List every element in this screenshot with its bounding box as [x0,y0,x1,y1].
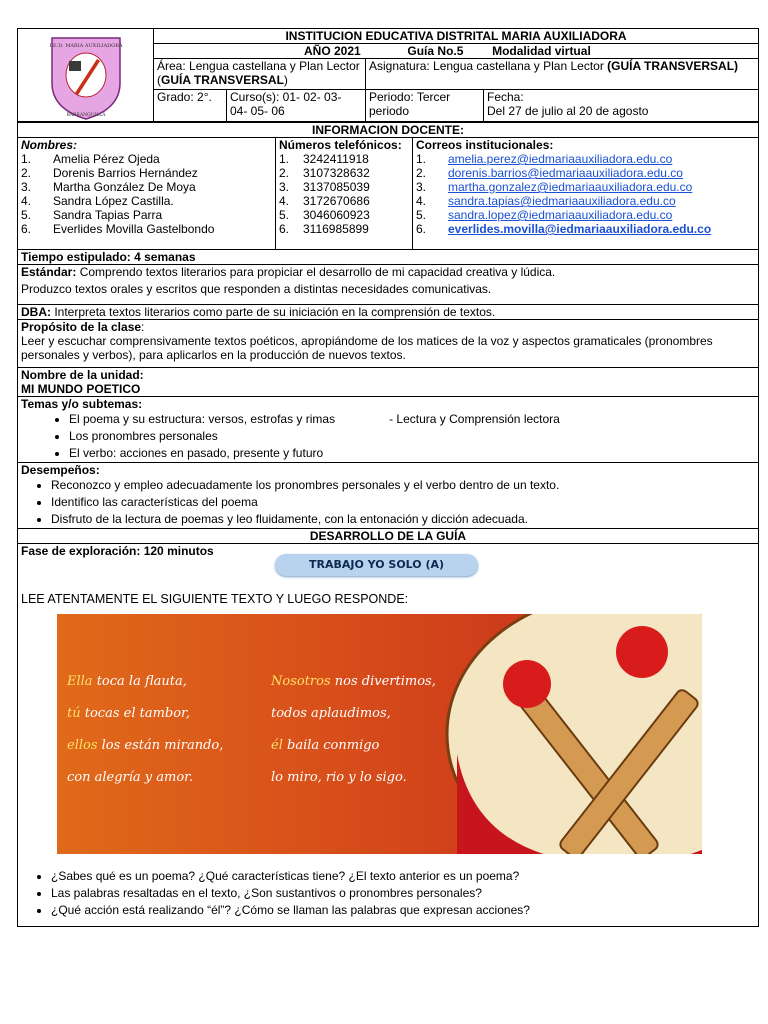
modality: Modalidad virtual [492,44,591,59]
body-table [17,122,759,927]
poem-line: lo miro, rio y lo sigo. [271,770,407,785]
subject-cell: Asignatura: Lengua castellana y Plan Lector (GUÍA TRANSVERSAL) [366,59,759,89]
standard-cell: Estándar: Comprendo textos literarios para propiciar el desarrollo de mi capacidad creativa y lúdica. Produzco textos orales y escritos que responden a distintas necesidades comunicativas. [18,265,759,305]
questions-list [21,868,755,919]
time-estimated: Tiempo estipulado: 4 semanas [18,250,759,265]
guide-number: Guía No.5 [407,44,464,59]
period-cell: Periodo: Tercer periodo [366,89,484,121]
poem-line: tú tocas el tambor, [67,706,190,721]
school-shield-icon [49,35,123,121]
teacher-emails-cell: Correos institucionales: 1. amelia.perez@iedmariaauxiliadora.edu.co 2. dorenis.barrios@iedmariaauxiliadora.edu.co 3. martha.gonzalez@iedmariaauxiliadora.edu.co 4. sandra.tapias@iedmariaauxiliadora.edu.co 5. sandra.lopez@iedmariaauxiliadora.edu.co 6. everlides.movilla@iedmariaauxiliadora.edu.co [413,138,759,250]
poem-stanza-left [67,666,223,794]
teacher-name: 6. Everlides Movilla Gastelbondo [21,222,215,236]
logo-top-text: I.E.D. MARIA AUXILIADORA [48,43,123,49]
teacher-phone: 6. 3116985899 [279,222,369,236]
question-item: • ¿Qué acción está realizando “él”? ¿Cómo se llaman las palabras que expresan acciones? [51,902,755,919]
poem-line: él baila conmigo [271,738,380,753]
phase-label: Fase de exploración: 120 minutos [21,544,214,558]
teacher-phone: 3. 3137085039 [279,180,370,194]
teacher-name: 4. Sandra López Castilla. [21,194,174,208]
email-link[interactable]: everlides.movilla@iedmariaauxiliadora.edu.co [448,222,712,236]
teacher-phone: 1. 3242411918 [279,152,369,166]
email-link[interactable]: martha.gonzalez@iedmariaauxiliadora.edu.co [448,180,693,194]
school-logo-cell [18,29,154,122]
development-cell [18,544,759,927]
year: AÑO 2021 [304,44,361,59]
teacher-name: 3. Martha González De Moya [21,180,196,194]
teacher-names-cell: Nombres: 1. Amelia Pérez Ojeda 2. Dorenis Barrios Hernández 3. Martha González De Moya 4. Sandra López Castilla. 5. Sandra Tapias Parra 6. Everlides Movilla Gastelbondo [18,138,276,250]
performance-cell: Desempeños: • Reconozco y empleo adecuadamente los pronombres personales y el verbo dentro de un texto. • Identifico las características del poema • Disfruto de la lectura de poemas y leo fluidamente, con la entonación y dicción adecuada. [18,463,759,529]
performance-item: • Identifico las características del poema [51,494,755,511]
logo-bottom-text: BARRANQUILLA [65,113,106,118]
date-cell: Fecha: Del 27 de julio al 20 de agosto [484,89,759,121]
poem-illustration [57,614,702,854]
teacher-phone: 4. 3172670686 [279,194,370,208]
guide-document [17,28,758,927]
poem-line: ellos los están mirando, [67,738,224,753]
email-link[interactable]: sandra.lopez@iedmariaauxiliadora.edu.co [448,208,673,222]
teacher-phones-cell: Números telefónicos: 1. 3242411918 2. 3107328632 3. 3137085039 4. 3172670686 5. 3046060923 6. 3116985899 [276,138,413,250]
instruction-text: LEE ATENTAMENTE EL SIGUIENTE TEXTO Y LUEGO RESPONDE: [21,592,409,606]
grade-cell: Grado: 2°. [154,89,227,121]
header-table [17,28,759,122]
performance-item: • Disfruto de la lectura de poemas y leo fluidamente, con la entonación y dicción adecuada. [51,511,755,528]
teacher-phone: 5. 3046060923 [279,208,370,222]
question-item: • Las palabras resaltadas en el texto, ¿Son sustantivos o pronombres personales? [51,885,755,902]
area-cell: Área: Lengua castellana y Plan Lector (GUÍA TRANSVERSAL) [154,59,366,89]
topic-item: • El verbo: acciones en pasado, presente y futuro [69,445,755,462]
year-guide-row [154,44,759,59]
topic-extra: - Lectura y Comprensión lectora [389,412,560,426]
email-link[interactable]: sandra.tapias@iedmariaauxiliadora.edu.co [448,194,676,208]
teacher-info-title: INFORMACION DOCENTE: [18,123,759,138]
dba-cell: DBA: Interpreta textos literarios como parte de su iniciación en la comprensión de textos. [18,305,759,320]
question-item: • ¿Sabes qué es un poema? ¿Qué características tiene? ¿El texto anterior es un poema? [51,868,755,885]
courses-cell: Curso(s): 01- 02- 03- 04- 05- 06 [227,89,366,121]
email-link[interactable]: amelia.perez@iedmariaauxiliadora.edu.co [448,152,673,166]
poem-stanza-right [271,666,436,794]
email-link[interactable]: dorenis.barrios@iedmariaauxiliadora.edu.co [448,166,683,180]
poem-line: todos aplaudimos, [271,706,391,721]
development-title: DESARROLLO DE LA GUÍA [18,529,759,544]
work-alone-badge: TRABAJO YO SOLO (A) [275,554,478,576]
teacher-name: 5. Sandra Tapias Parra [21,208,163,222]
topic-item: • Los pronombres personales [69,428,755,445]
school-name: INSTITUCION EDUCATIVA DISTRITAL MARIA AUXILIADORA [154,29,759,44]
teacher-name: 2. Dorenis Barrios Hernández [21,166,198,180]
poem-line: Nosotros nos divertimos, [271,674,436,689]
poem-line: Ella toca la flauta, [67,674,187,689]
topics-cell: Temas y/o subtemas: • El poema y su estructura: versos, estrofas y rimas - Lectura y Comprensión lectora • Los pronombres personales • El verbo: acciones en pasado, presente y futuro [18,397,759,463]
teacher-name: 1. Amelia Pérez Ojeda [21,152,160,166]
poem-line: con alegría y amor. [67,770,194,785]
topic-item: El poema y su estructura: versos, estrofas y rimas [69,412,336,426]
unit-cell: Nombre de la unidad: MI MUNDO POETICO [18,368,759,397]
teacher-phone: 2. 3107328632 [279,166,370,180]
purpose-cell: Propósito de la clase: Leer y escuchar comprensivamente textos poéticos, apropiándome de los matices de la voz y aspectos gramaticales (pronombres personales y verbos), para aplicarlos en la producción de nuevos textos. [18,320,759,368]
performance-item: • Reconozco y empleo adecuadamente los pronombres personales y el verbo dentro de un texto. [51,477,755,494]
